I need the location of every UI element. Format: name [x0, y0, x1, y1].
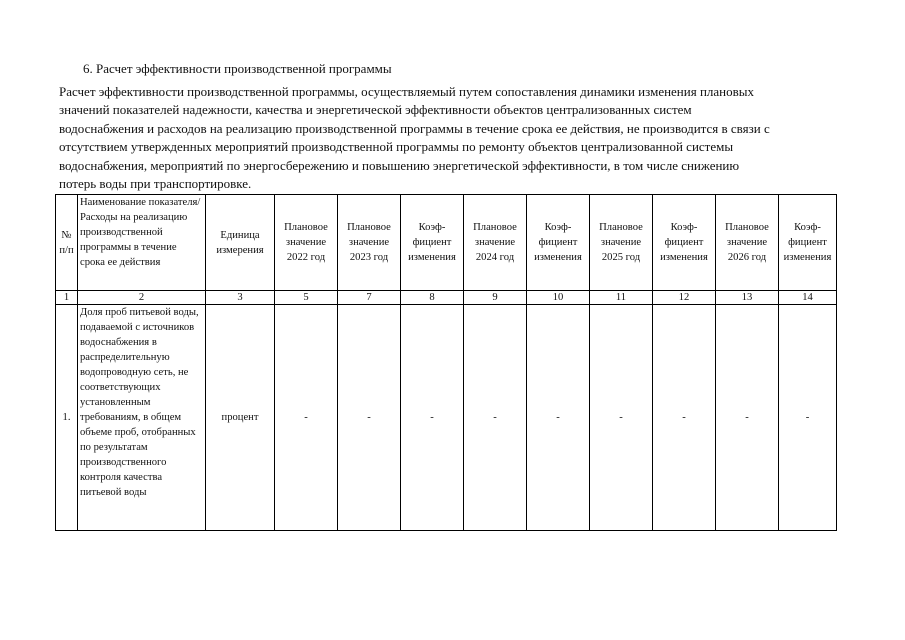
intro-paragraph — [59, 83, 859, 193]
header-plan-2026: Плановое значение 2026 год — [716, 195, 779, 291]
header-plan-2024: Плановое значение 2024 год — [464, 195, 527, 291]
row-indicator-name: Доля проб питьевой воды, подаваемой с источников водоснабжения в распределительную водопроводную сеть, не соответствующих установленным требованиям, в общем объеме проб, отобранных по результатам производственного контроля качества питьевой воды — [78, 305, 206, 531]
efficiency-table — [55, 194, 837, 531]
header-coef-2025: Коэф-фициент изменения — [653, 195, 716, 291]
section-title: 6. Расчет эффективности производственной программы — [83, 61, 392, 76]
intro-line: потерь воды при транспортировке. — [59, 176, 252, 192]
column-number: 12 — [653, 291, 716, 305]
column-number: 7 — [338, 291, 401, 305]
row-number: 1. — [56, 305, 78, 531]
header-coef-2024: Коэф-фициент изменения — [527, 195, 590, 291]
column-number: 5 — [275, 291, 338, 305]
header-unit: Единица измерения — [206, 195, 275, 291]
row-value: - — [464, 305, 527, 531]
column-number: 1 — [56, 291, 78, 305]
row-unit: процент — [206, 305, 275, 531]
column-number-row — [56, 291, 837, 305]
intro-line: водоснабжения, мероприятий по энергосбережению и повышению энергетической эффективности, в том числе снижению — [59, 157, 740, 173]
column-number: 2 — [78, 291, 206, 305]
column-number: 9 — [464, 291, 527, 305]
header-number: № п/п — [56, 195, 78, 291]
row-value: - — [779, 305, 837, 531]
intro-line: отсутствием утвержденных мероприятий производственной программы по ремонту объектов централизованной системы — [59, 139, 734, 155]
column-number: 8 — [401, 291, 464, 305]
intro-line: водоснабжения и расходов на реализацию производственной программы в течение срока ее действия, не производится в связи с — [59, 120, 770, 136]
intro-line: значений показателей надежности, качества и энергетической эффективности объектов централизованных систем — [59, 102, 692, 118]
row-value: - — [716, 305, 779, 531]
header-plan-2023: Плановое значение 2023 год — [338, 195, 401, 291]
header-coef-2026: Коэф-фициент изменения — [779, 195, 837, 291]
row-value: - — [275, 305, 338, 531]
table-row — [56, 305, 837, 531]
row-value: - — [401, 305, 464, 531]
column-number: 10 — [527, 291, 590, 305]
row-value: - — [653, 305, 716, 531]
column-number: 14 — [779, 291, 837, 305]
row-value: - — [338, 305, 401, 531]
column-number: 3 — [206, 291, 275, 305]
header-plan-2022: Плановое значение 2022 год — [275, 195, 338, 291]
row-value: - — [527, 305, 590, 531]
header-plan-2025: Плановое значение 2025 год — [590, 195, 653, 291]
column-number: 13 — [716, 291, 779, 305]
row-value: - — [590, 305, 653, 531]
column-number: 11 — [590, 291, 653, 305]
header-coef-2023: Коэф-фициент изменения — [401, 195, 464, 291]
header-indicator-name: Наименование показателя/Расходы на реализацию производственной программы в течение срока ее действия — [78, 195, 206, 291]
intro-line: Расчет эффективности производственной программы, осуществляемый путем сопоставления динамики изменения плановых — [59, 84, 754, 99]
table-header-row — [56, 195, 837, 291]
